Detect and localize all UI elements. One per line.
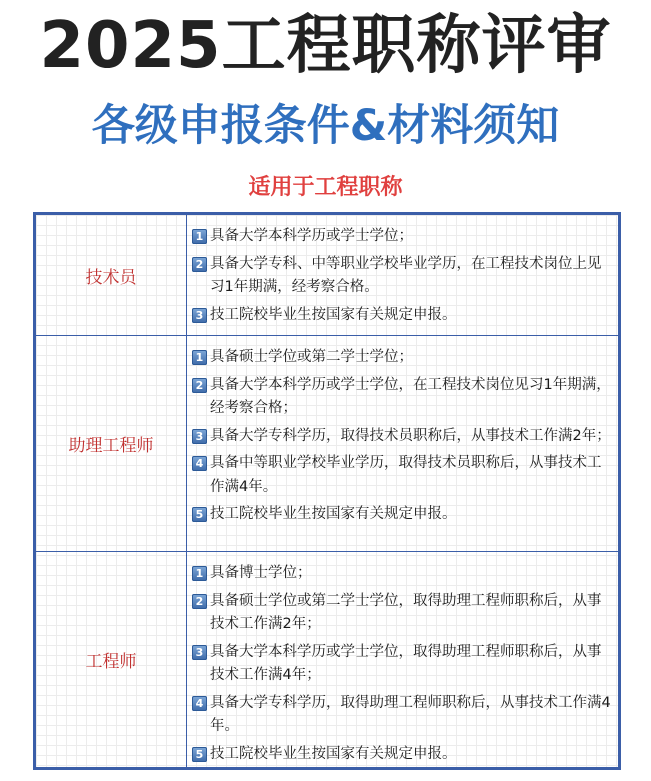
requirement-text: 具备博士学位； (210, 565, 312, 581)
requirement-text: 具备大学专科学历，取得助理工程师职称后，从事技术工作满4年。 (210, 694, 611, 734)
number-4-icon: 4 (192, 456, 207, 471)
number-1-icon: 1 (192, 350, 207, 365)
requirement-text: 具备大学专科、中等职业学校毕业学历，在工程技术岗位上见习1年期满，经考察合格。 (210, 255, 602, 295)
number-4-icon: 4 (192, 696, 207, 711)
requirement-list (187, 215, 618, 335)
applicability-tag: 适用于工程职称 (248, 175, 403, 200)
number-2-icon: 2 (192, 257, 207, 272)
number-5-icon: 5 (192, 507, 207, 522)
list-item (192, 590, 612, 637)
list-item (192, 692, 612, 739)
requirement-text: 具备大学本科学历或学士学位； (210, 228, 413, 244)
requirement-text: 技工院校毕业生按国家有关规定申报。 (210, 506, 457, 522)
list-item (192, 225, 612, 249)
list-item (192, 452, 612, 499)
row-label: 工程师 (36, 552, 187, 767)
requirement-text: 具备硕士学位或第二学士学位，取得助理工程师职称后，从事技术工作满2年； (210, 592, 602, 632)
list-item (192, 641, 612, 688)
requirement-list (187, 336, 618, 551)
requirement-text: 具备中等职业学校毕业学历，取得技术员职称后，从事技术工作满4年。 (210, 455, 602, 495)
list-item (192, 304, 612, 328)
requirement-text: 具备硕士学位或第二学士学位； (210, 349, 413, 365)
row-label: 助理工程师 (36, 336, 187, 551)
row-label: 技术员 (36, 215, 187, 335)
list-item (192, 346, 612, 370)
number-1-icon: 1 (192, 229, 207, 244)
number-3-icon: 3 (192, 429, 207, 444)
list-item (192, 743, 612, 767)
number-5-icon: 5 (192, 747, 207, 762)
requirement-text: 具备大学本科学历或学士学位，在工程技术岗位见习1年期满，经考察合格； (210, 376, 611, 416)
page-title: 2025工程职称评审 (39, 9, 612, 83)
requirement-text: 技工院校毕业生按国家有关规定申报。 (210, 306, 457, 323)
table-row-engineer (36, 551, 618, 767)
requirement-text: 具备大学专科学历，取得技术员职称后，从事技术工作满2年； (210, 427, 611, 444)
number-2-icon: 2 (192, 594, 207, 609)
list-item (192, 503, 612, 527)
number-1-icon: 1 (192, 566, 207, 581)
requirements-table (33, 212, 621, 770)
requirement-list (187, 552, 618, 767)
table-row-assistant-engineer (36, 335, 618, 551)
requirement-text: 具备大学本科学历或学士学位，取得助理工程师职称后，从事技术工作满4年； (210, 643, 602, 683)
number-3-icon: 3 (192, 308, 207, 323)
list-item (192, 562, 612, 586)
number-2-icon: 2 (192, 378, 207, 393)
requirement-text: 技工院校毕业生按国家有关规定申报。 (210, 745, 457, 762)
number-3-icon: 3 (192, 645, 207, 660)
page-subtitle: 各级申报条件&材料须知 (91, 101, 560, 151)
list-item (192, 425, 612, 449)
list-item (192, 374, 612, 421)
list-item (192, 253, 612, 300)
table-row-technician (36, 215, 618, 335)
